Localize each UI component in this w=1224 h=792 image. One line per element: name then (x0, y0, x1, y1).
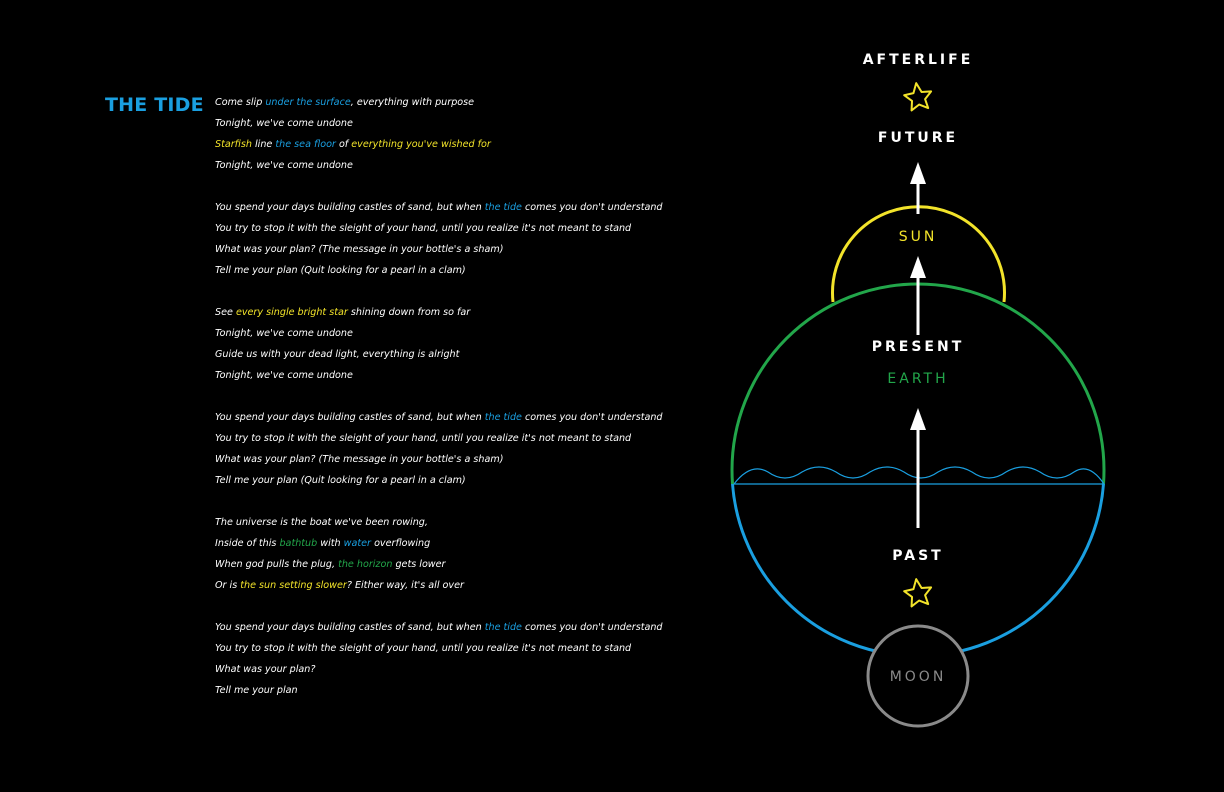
lyric-segment: You spend your days building castles of sand, but when (215, 622, 485, 633)
lyric-segment: Inside of this (215, 538, 280, 549)
lyric-segment: the horizon (338, 559, 393, 570)
song-title: THE TIDE (105, 94, 204, 116)
lyric-segment: When god pulls the plug, (215, 559, 339, 570)
lyric-segment: You try to stop it with the sleight of your hand, until you realize it's not meant to stand (215, 223, 632, 234)
lyric-segment: Tell me your plan (Quit looking for a pearl in a clam) (215, 475, 466, 486)
lyric-segment: The universe is the boat we've been rowing, (215, 517, 428, 528)
lyric-segment: the tide (484, 412, 522, 423)
lyric-segment: of (335, 139, 352, 150)
lyric-segment: the sea floor (275, 139, 336, 150)
lyric-segment: comes you don't understand (521, 202, 663, 213)
lyric-segment: Or is (215, 580, 241, 591)
earth-label: EARTH (887, 371, 949, 387)
lyric-segment: Tell me your plan (Quit looking for a pearl in a clam) (215, 265, 466, 276)
lyric-segment: Guide us with your dead light, everything is alright (215, 349, 460, 360)
star-icon (903, 577, 934, 607)
lyric-segment: What was your plan? (The message in your bottle's a sham) (215, 454, 504, 465)
lyric-segment: See (215, 307, 236, 318)
lyric-segment: Tell me your plan (215, 685, 298, 696)
lyric-segment: Tonight, we've come undone (215, 370, 353, 381)
lyric-segment: What was your plan? (The message in your bottle's a sham) (215, 244, 504, 255)
lyric-segment: overflowing (371, 538, 431, 549)
afterlife-label: AFTERLIFE (862, 52, 974, 68)
lyric-segment: line (251, 139, 276, 150)
lyric-segment: ? Either way, it's all over (346, 580, 464, 591)
lyric-segment: with (317, 538, 344, 549)
lyric-segment: bathtub (279, 538, 318, 549)
lyric-segment: comes you don't understand (521, 412, 663, 423)
lyric-segment: under the surface (265, 97, 351, 108)
lyric-segment: You try to stop it with the sleight of your hand, until you realize it's not meant to stand (215, 433, 632, 444)
lyric-segment: Tonight, we've come undone (215, 118, 353, 129)
arrow-up-icon (910, 408, 926, 528)
lyric-segment: the sun setting slower (240, 580, 347, 591)
lyric-segment: , everything with purpose (350, 97, 475, 108)
lyric-segment: the tide (484, 622, 522, 633)
present-label: PRESENT (871, 339, 965, 355)
lyric-segment: comes you don't understand (521, 622, 663, 633)
lyric-segment: Tonight, we've come undone (215, 328, 353, 339)
lyric-segment: everything you've wished for (351, 139, 491, 150)
star-icon (903, 81, 934, 111)
arrow-up-icon (910, 256, 926, 335)
lyric-segment: gets lower (392, 559, 446, 570)
lyric-segment: You try to stop it with the sleight of your hand, until you realize it's not meant to stand (215, 643, 632, 654)
future-label: FUTURE (877, 130, 959, 146)
past-label: PAST (892, 548, 944, 564)
lyric-segment: You spend your days building castles of sand, but when (215, 412, 485, 423)
moon-label: MOON (889, 669, 947, 685)
lyric-segment: Tonight, we've come undone (215, 160, 353, 171)
lyric-segment: the tide (484, 202, 522, 213)
lyric-segment: You spend your days building castles of sand, but when (215, 202, 485, 213)
lyric-segment: Come slip (215, 97, 266, 108)
lyric-segment: every single bright star (235, 307, 348, 318)
lyric-segment: What was your plan? (215, 664, 316, 675)
lyric-segment: shining down from so far (347, 307, 471, 318)
lyric-segment: water (343, 538, 372, 549)
sun-label: SUN (898, 229, 938, 245)
lyric-segment: Starfish (215, 139, 252, 150)
